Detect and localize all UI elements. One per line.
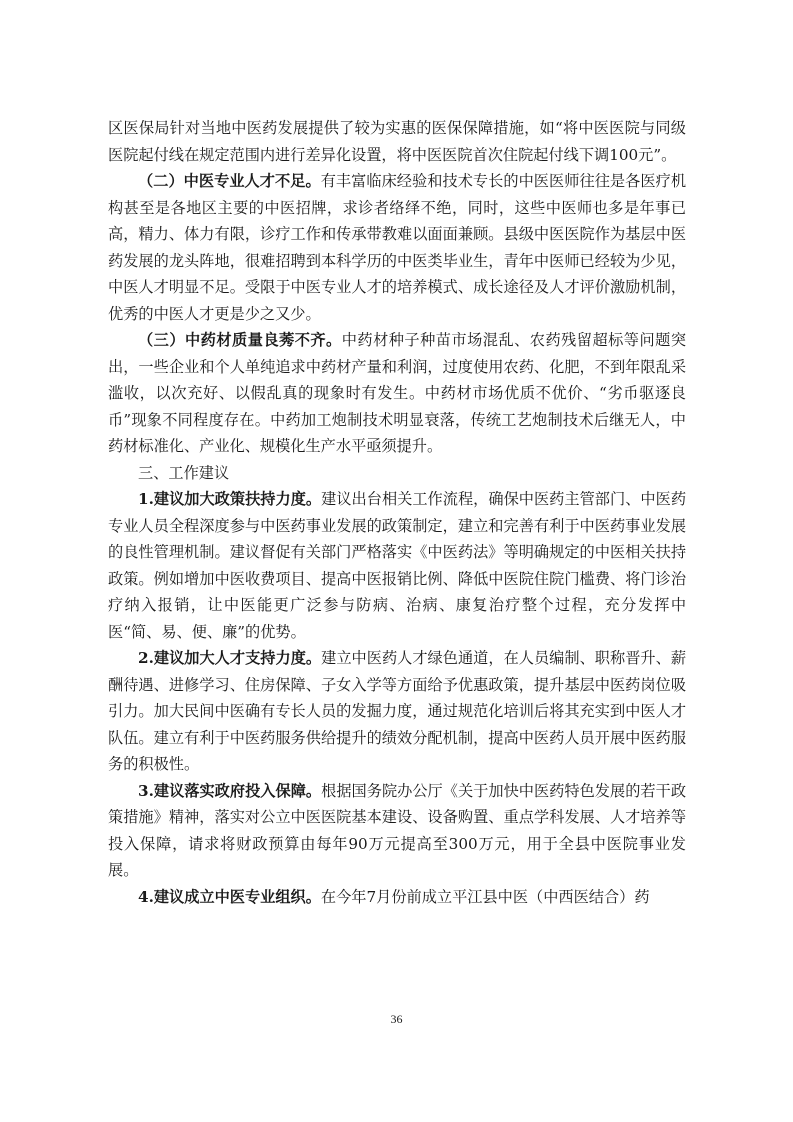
section-heading: （二）中医专业人才不足。 (138, 172, 321, 190)
paragraph-suggestion-talent (108, 645, 686, 778)
paragraph-text: 在今年7月份前成立平江县中医（中西医结合）药 (320, 887, 650, 906)
paragraph-text: 中药材种子种苗市场混乱、农药残留超标等问题突出，一些企业和个人单纯追求中药材产量和利润，过度使用农药、化肥，不到年限乱采滥收，以次充好、以假乱真的现象时有发生。中药材市场优质不优价、“劣币驱逐良币”现象不同程度存在。中药加工炮制技术明显衰落，传统工艺炮制技术后继无人，中药材标准化、产业化、规模化生产水平亟须提升。 (108, 331, 687, 455)
paragraph-text: 根据国务院办公厅《关于加快中医药特色发展的若干政策措施》精神，落实对公立中医医院基本建设、设备购置、重点学科发展、人才培养等投入保障，请求将财政预算由每年90万元提高至300万元，用于全县中医院事业发展。 (108, 781, 687, 879)
suggestion-heading: 3.建议落实政府投入保障。 (138, 781, 322, 800)
paragraph-text: 建立中医药人才绿色通道，在人员编制、职称晋升、薪酬待遇、进修学习、住房保障、子女入学等方面给予优惠政策，提升基层中医药岗位吸引力。加大民间中医确有专长人员的发掘力度，通过规范化培训后将其充实到中医人才队伍。建立有利于中医药服务供给提升的绩效分配机制，提高中医药人员开展中医药服务的积极性。 (108, 649, 687, 773)
paragraph-herb-quality (108, 327, 686, 460)
paragraph-text: 有丰富临床经验和技术专长的中医医师往往是各医疗机构甚至是各地区主要的中医招牌，求诊者络绎不绝，同时，这些中医师也多是年事已高，精力、体力有限，诊疗工作和传承带教难以面面兼顾。县级中医医院作为基层中医药发展的龙头阵地，很难招聘到本科学历的中医类毕业生，青年中医师已经较为少见，中医人才明显不足。受限于中医专业人才的培养模式、成长途径及人才评价激励机制，优秀的中医人才更是少之又少。 (108, 172, 687, 323)
document-body (108, 115, 686, 910)
section-heading: （三）中药材质量良莠不齐。 (138, 331, 342, 349)
paragraph-text: 建议出台相关工作流程，确保中医药主管部门、中医药专业人员全程深度参与中医药事业发展的政策制定，建立和完善有利于中医药事业发展的良性管理机制。建议督促有关部门严格落实《中医药法》等明确规定的中医相关扶持政策。例如增加中医收费项目、提高中医报销比例、降低中医院住院门槛费、将门诊治疗纳入报销，让中医能更广泛参与防病、治病、康复治疗整个过程，充分发挥中医“简、易、便、廉”的优势。 (108, 490, 687, 641)
section-title-text: 三、工作建议 (138, 463, 230, 482)
suggestion-heading: 2.建议加大人才支持力度。 (138, 649, 322, 667)
page-number: 36 (390, 1012, 403, 1026)
paragraph-suggestion-policy (108, 486, 686, 645)
paragraph-suggestion-organization (108, 884, 686, 911)
paragraph-medical-insurance-continued (108, 115, 686, 168)
paragraph-text: 区医保局针对当地中医药发展提供了较为实惠的医保保障措施，如“将中医医院与同级医院起付线在规定范围内进行差异化设置，将中医医院首次住院起付线下调100元”。 (108, 119, 686, 164)
paragraph-tcm-talent-shortage (108, 168, 686, 327)
section-title-work-suggestions (108, 460, 686, 487)
paragraph-suggestion-funding (108, 778, 686, 884)
suggestion-heading: 4.建议成立中医专业组织。 (138, 887, 321, 906)
suggestion-heading: 1.建议加大政策扶持力度。 (138, 490, 322, 508)
